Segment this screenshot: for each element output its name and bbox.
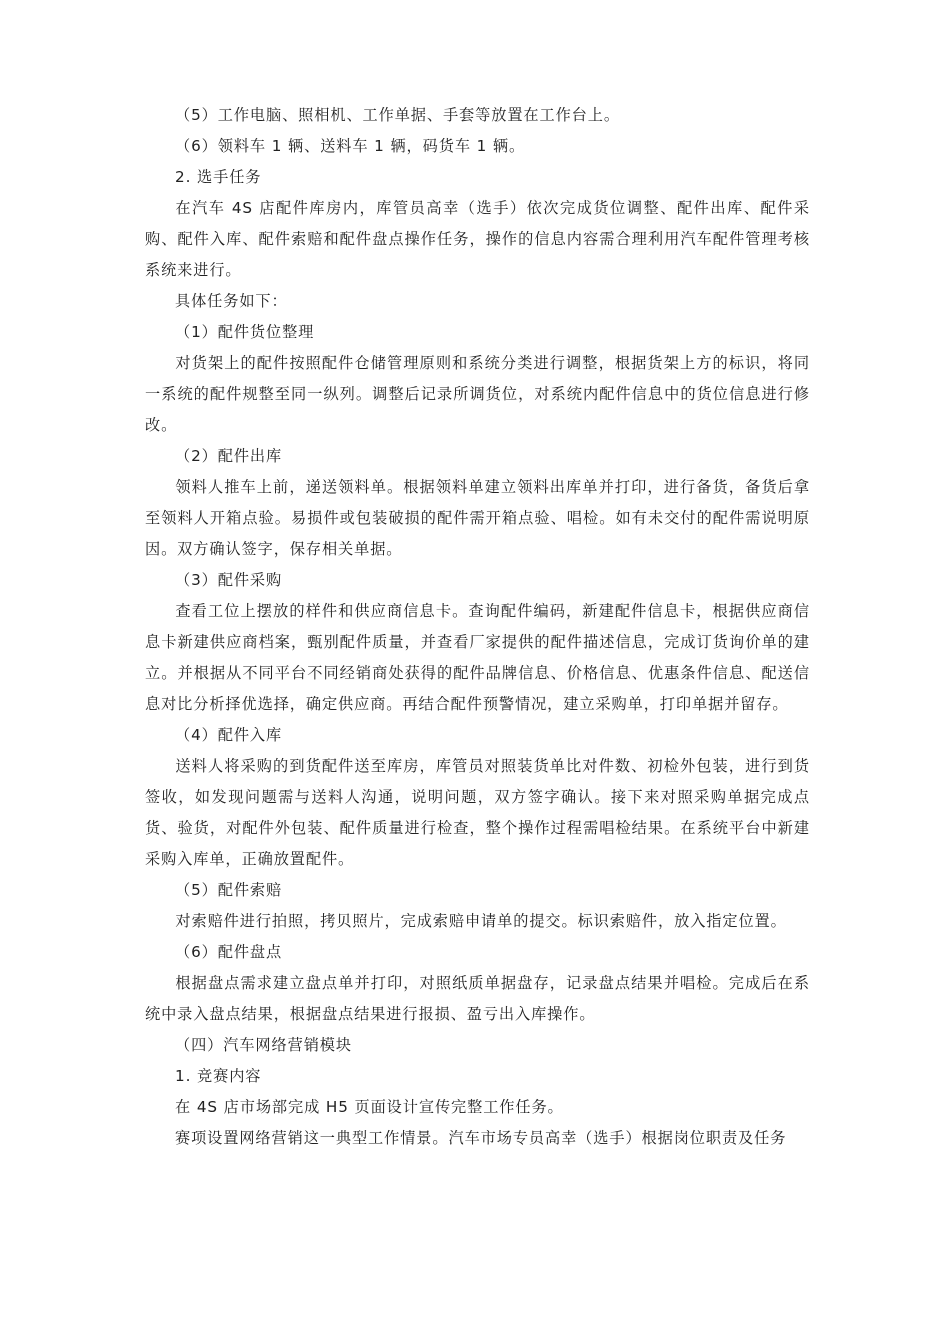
- subheading-parts-inbound: （4）配件入库: [175, 726, 283, 744]
- subheading-parts-purchase: （3）配件采购: [175, 571, 283, 589]
- document-body: [145, 100, 810, 1154]
- paragraph-parts-purchase: 查看工位上摆放的样件和供应商信息卡。查询配件编码，新建配件信息卡，根据供应商信息卡新建供应商档案，甄别配件质量，并查看厂家提供的配件描述信息，完成订货询价单的建立。并根据从不同平台不同经销商处获得的配件品牌信息、价格信息、优惠条件信息、配送信息对比分析择优选择，确定供应商。再结合配件预警情况，建立采购单，打印单据并留存。: [145, 602, 810, 713]
- paragraph-task-overview: 在汽车 4S 店配件库房内，库管员高幸（选手）依次完成货位调整、配件出库、配件采购、配件入库、配件索赔和配件盘点操作任务，操作的信息内容需合理利用汽车配件管理考核系统来进行。: [145, 199, 810, 279]
- section-heading-network-marketing: （四）汽车网络营销模块: [175, 1036, 352, 1054]
- paragraph-marketing-scenario: 赛项设置网络营销这一典型工作情景。汽车市场专员高幸（选手）根据岗位职责及任务: [175, 1129, 787, 1147]
- paragraph-task-intro: 具体任务如下：: [175, 292, 288, 310]
- list-item-workstation-items: （5）工作电脑、照相机、工作单据、手套等放置在工作台上。: [175, 106, 620, 124]
- paragraph-parts-claim: 对索赔件进行拍照，拷贝照片，完成索赔申请单的提交。标识索赔件，放入指定位置。: [175, 912, 787, 930]
- subheading-parts-inventory: （6）配件盘点: [175, 943, 283, 961]
- paragraph-parts-inbound: 送料人将采购的到货配件送至库房，库管员对照装货单比对件数、初检外包装，进行到货签收，如发现问题需与送料人沟通，说明问题，双方签字确认。接下来对照采购单据完成点货、验货，对配件外包装、配件质量进行检查，整个操作过程需唱检结果。在系统平台中新建采购入库单，正确放置配件。: [145, 757, 810, 868]
- subheading-competition-content: 1. 竞赛内容: [175, 1067, 262, 1085]
- paragraph-parts-outbound: 领料人推车上前，递送领料单。根据领料单建立领料出库单并打印，进行备货，备货后拿至领料人开箱点验。易损件或包装破损的配件需开箱点验、唱检。如有未交付的配件需说明原因。双方确认签字，保存相关单据。: [145, 478, 810, 558]
- paragraph-h5-task: 在 4S 店市场部完成 H5 页面设计宣传完整工作任务。: [175, 1098, 564, 1116]
- section-heading-contestant-tasks: 2. 选手任务: [175, 168, 262, 186]
- paragraph-parts-inventory: 根据盘点需求建立盘点单并打印，对照纸质单据盘存，记录盘点结果并唱检。完成后在系统中录入盘点结果，根据盘点结果进行报损、盈亏出入库操作。: [145, 974, 810, 1023]
- subheading-parts-claim: （5）配件索赔: [175, 881, 283, 899]
- subheading-parts-outbound: （2）配件出库: [175, 447, 283, 465]
- paragraph-location-arrangement: 对货架上的配件按照配件仓储管理原则和系统分类进行调整，根据货架上方的标识，将同一系统的配件规整至同一纵列。调整后记录所调货位，对系统内配件信息中的货位信息进行修改。: [145, 354, 810, 434]
- subheading-location-arrangement: （1）配件货位整理: [175, 323, 315, 341]
- list-item-carts: （6）领料车 1 辆、送料车 1 辆，码货车 1 辆。: [175, 137, 526, 155]
